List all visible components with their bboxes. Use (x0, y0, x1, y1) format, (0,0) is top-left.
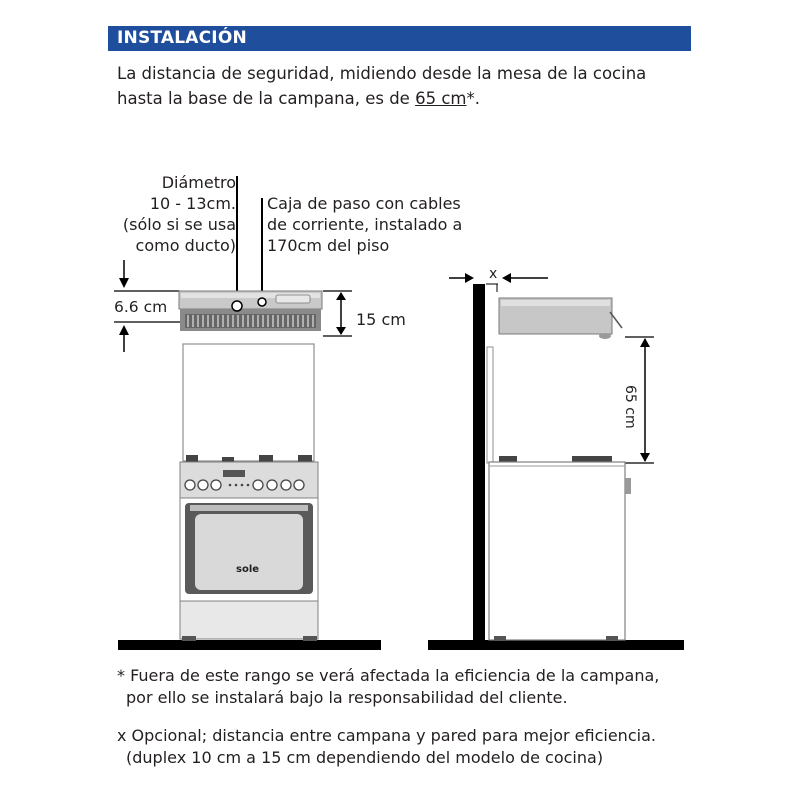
stove-side (489, 456, 631, 641)
diameter-label-line: como ducto) (135, 236, 236, 255)
duct-circle-icon (232, 301, 242, 311)
junction-box-circle-icon (258, 298, 266, 306)
junction-box-label-line: 170cm del piso (267, 236, 390, 255)
wall-gap-label: x (489, 266, 498, 282)
junction-box-label-line: de corriente, instalado a (267, 215, 463, 234)
floor-front-view (118, 640, 381, 650)
asterisk-note-line-2: por ello se instalará bajo la responsabilidad del cliente. (126, 688, 568, 707)
asterisk-note-line-1: * Fuera de este rango se verá afectada la eficiencia de la campana, (117, 666, 660, 685)
diameter-label-line: Diámetro (161, 173, 236, 192)
backsplash-front (183, 344, 314, 461)
junction-box-label (267, 193, 462, 256)
range-hood-front (179, 291, 322, 331)
stove-front (180, 455, 318, 641)
junction-box-label-line: Caja de paso con cables (267, 194, 461, 213)
wall-side-view (473, 284, 485, 642)
diameter-label-line: 10 - 13cm. (149, 194, 236, 213)
intro-line-2-suffix: *. (466, 89, 480, 108)
diameter-label (100, 172, 236, 256)
range-hood-side (499, 298, 622, 339)
safety-distance-value: 65 cm (415, 89, 467, 108)
intro-line-2-prefix: hasta la base de la campana, es de (117, 89, 416, 108)
diameter-label-line: (sólo si se usa (122, 215, 236, 234)
x-note-line-1: x Opcional; distancia entre campana y pared para mejor eficiencia. (117, 726, 656, 745)
intro-line-1: La distancia de seguridad, midiendo desde la mesa de la cocina (117, 64, 647, 83)
floor-side-view (428, 640, 684, 650)
hood-height-label: 15 cm (356, 310, 406, 329)
section-header: INSTALACIÓN (108, 26, 691, 51)
brand-logo: sole (236, 564, 260, 575)
safety-distance-label: 65 cm (622, 385, 638, 429)
footnotes (117, 665, 717, 769)
hood-gap-label: 6.6 cm (114, 298, 168, 316)
x-note-line-2: (duplex 10 cm a 15 cm dependiendo del modelo de cocina) (126, 748, 604, 767)
